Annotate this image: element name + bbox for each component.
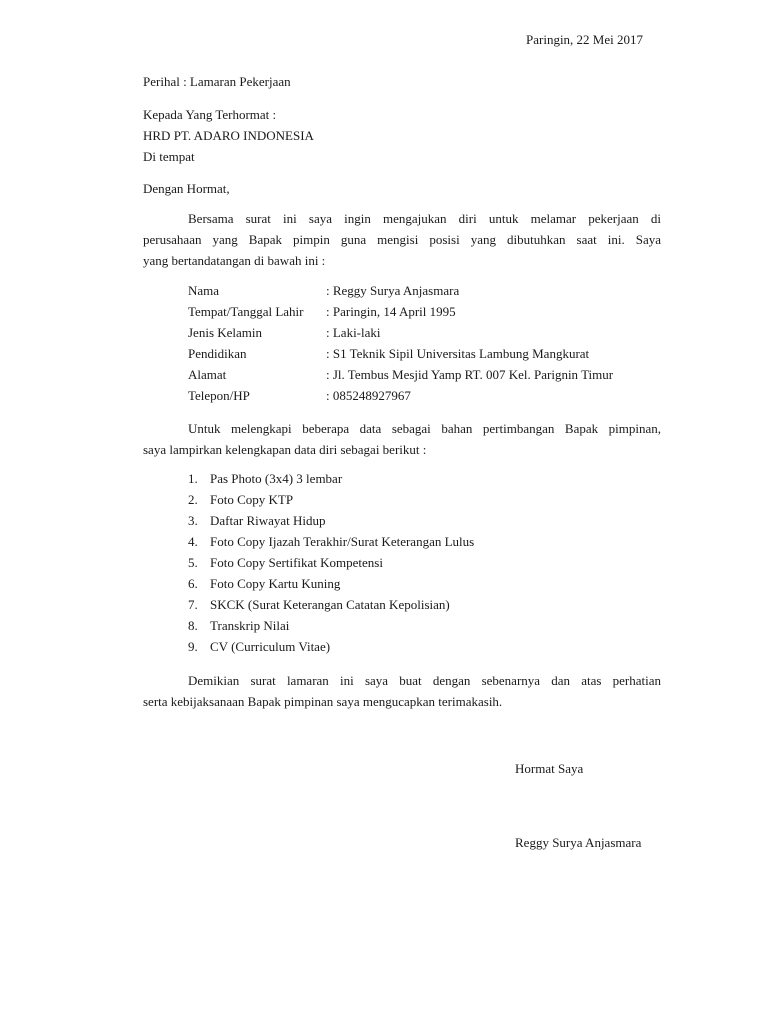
attachment-number: 8.	[188, 618, 198, 633]
attachment-item: Daftar Riwayat Hidup	[210, 513, 326, 528]
recipient-location: Di tempat	[143, 149, 195, 164]
field-label: Pendidikan	[188, 346, 247, 361]
attachments-intro-line: Untuk melengkapi beberapa data sebagai bahan pertimbangan Bapak pimpinan,	[188, 421, 661, 436]
field-label: Nama	[188, 283, 220, 298]
attachment-number: 9.	[188, 639, 198, 654]
recipient-name: HRD PT. ADARO INDONESIA	[143, 128, 314, 143]
place-date: Paringin, 22 Mei 2017	[526, 32, 643, 47]
intro-line: yang bertandatangan di bawah ini :	[143, 253, 326, 268]
attachments-intro	[143, 418, 661, 460]
intro-line: Bersama surat ini saya ingin mengajukan diri untuk melamar pekerjaan di	[188, 211, 661, 226]
closing-paragraph	[143, 670, 661, 712]
attachment-item: Foto Copy Sertifikat Kompetensi	[210, 555, 383, 570]
attachment-number: 5.	[188, 555, 198, 570]
field-label: Alamat	[188, 367, 227, 382]
intro-line: perusahaan yang Bapak pimpin guna mengisi posisi yang dibutuhkan saat ini. Saya	[143, 232, 661, 247]
field-value: : Laki-laki	[326, 325, 381, 340]
attachment-item: Pas Photo (3x4) 3 lembar	[210, 471, 343, 486]
field-label: Telepon/HP	[188, 388, 250, 403]
attachment-number: 2.	[188, 492, 198, 507]
intro-paragraph	[143, 208, 661, 271]
greeting: Dengan Hormat,	[143, 181, 230, 196]
attachment-number: 1.	[188, 471, 198, 486]
field-value: : S1 Teknik Sipil Universitas Lambung Mangkurat	[326, 346, 590, 361]
signer-name: Reggy Surya Anjasmara	[515, 835, 642, 850]
attachment-number: 7.	[188, 597, 198, 612]
field-label: Jenis Kelamin	[188, 325, 263, 340]
field-value: : Reggy Surya Anjasmara	[326, 283, 460, 298]
subject-line: Perihal : Lamaran Pekerjaan	[143, 74, 291, 89]
attachment-item: Foto Copy Kartu Kuning	[210, 576, 341, 591]
recipient-salutation: Kepada Yang Terhormat :	[143, 107, 277, 122]
field-value: : Paringin, 14 April 1995	[326, 304, 456, 319]
attachment-item: Foto Copy KTP	[210, 492, 294, 507]
field-value: : 085248927967	[326, 388, 411, 403]
attachment-item: Transkrip Nilai	[210, 618, 290, 633]
field-value: : Jl. Tembus Mesjid Yamp RT. 007 Kel. Parignin Timur	[326, 367, 614, 382]
attachment-item: CV (Curriculum Vitae)	[210, 639, 331, 654]
attachments-intro-line: saya lampirkan kelengkapan data diri sebagai berikut :	[143, 442, 427, 457]
attachment-number: 3.	[188, 513, 198, 528]
sign-off: Hormat Saya	[515, 761, 584, 776]
closing-line: serta kebijaksanaan Bapak pimpinan saya mengucapkan terimakasih.	[143, 694, 503, 709]
attachment-number: 6.	[188, 576, 198, 591]
closing-line: Demikian surat lamaran ini saya buat dengan sebenarnya dan atas perhatian	[188, 673, 661, 688]
attachment-item: Foto Copy Ijazah Terakhir/Surat Keterangan Lulus	[210, 534, 475, 549]
attachment-item: SKCK (Surat Keterangan Catatan Kepolisian)	[210, 597, 450, 612]
field-label: Tempat/Tanggal Lahir	[188, 304, 304, 319]
attachment-number: 4.	[188, 534, 198, 549]
